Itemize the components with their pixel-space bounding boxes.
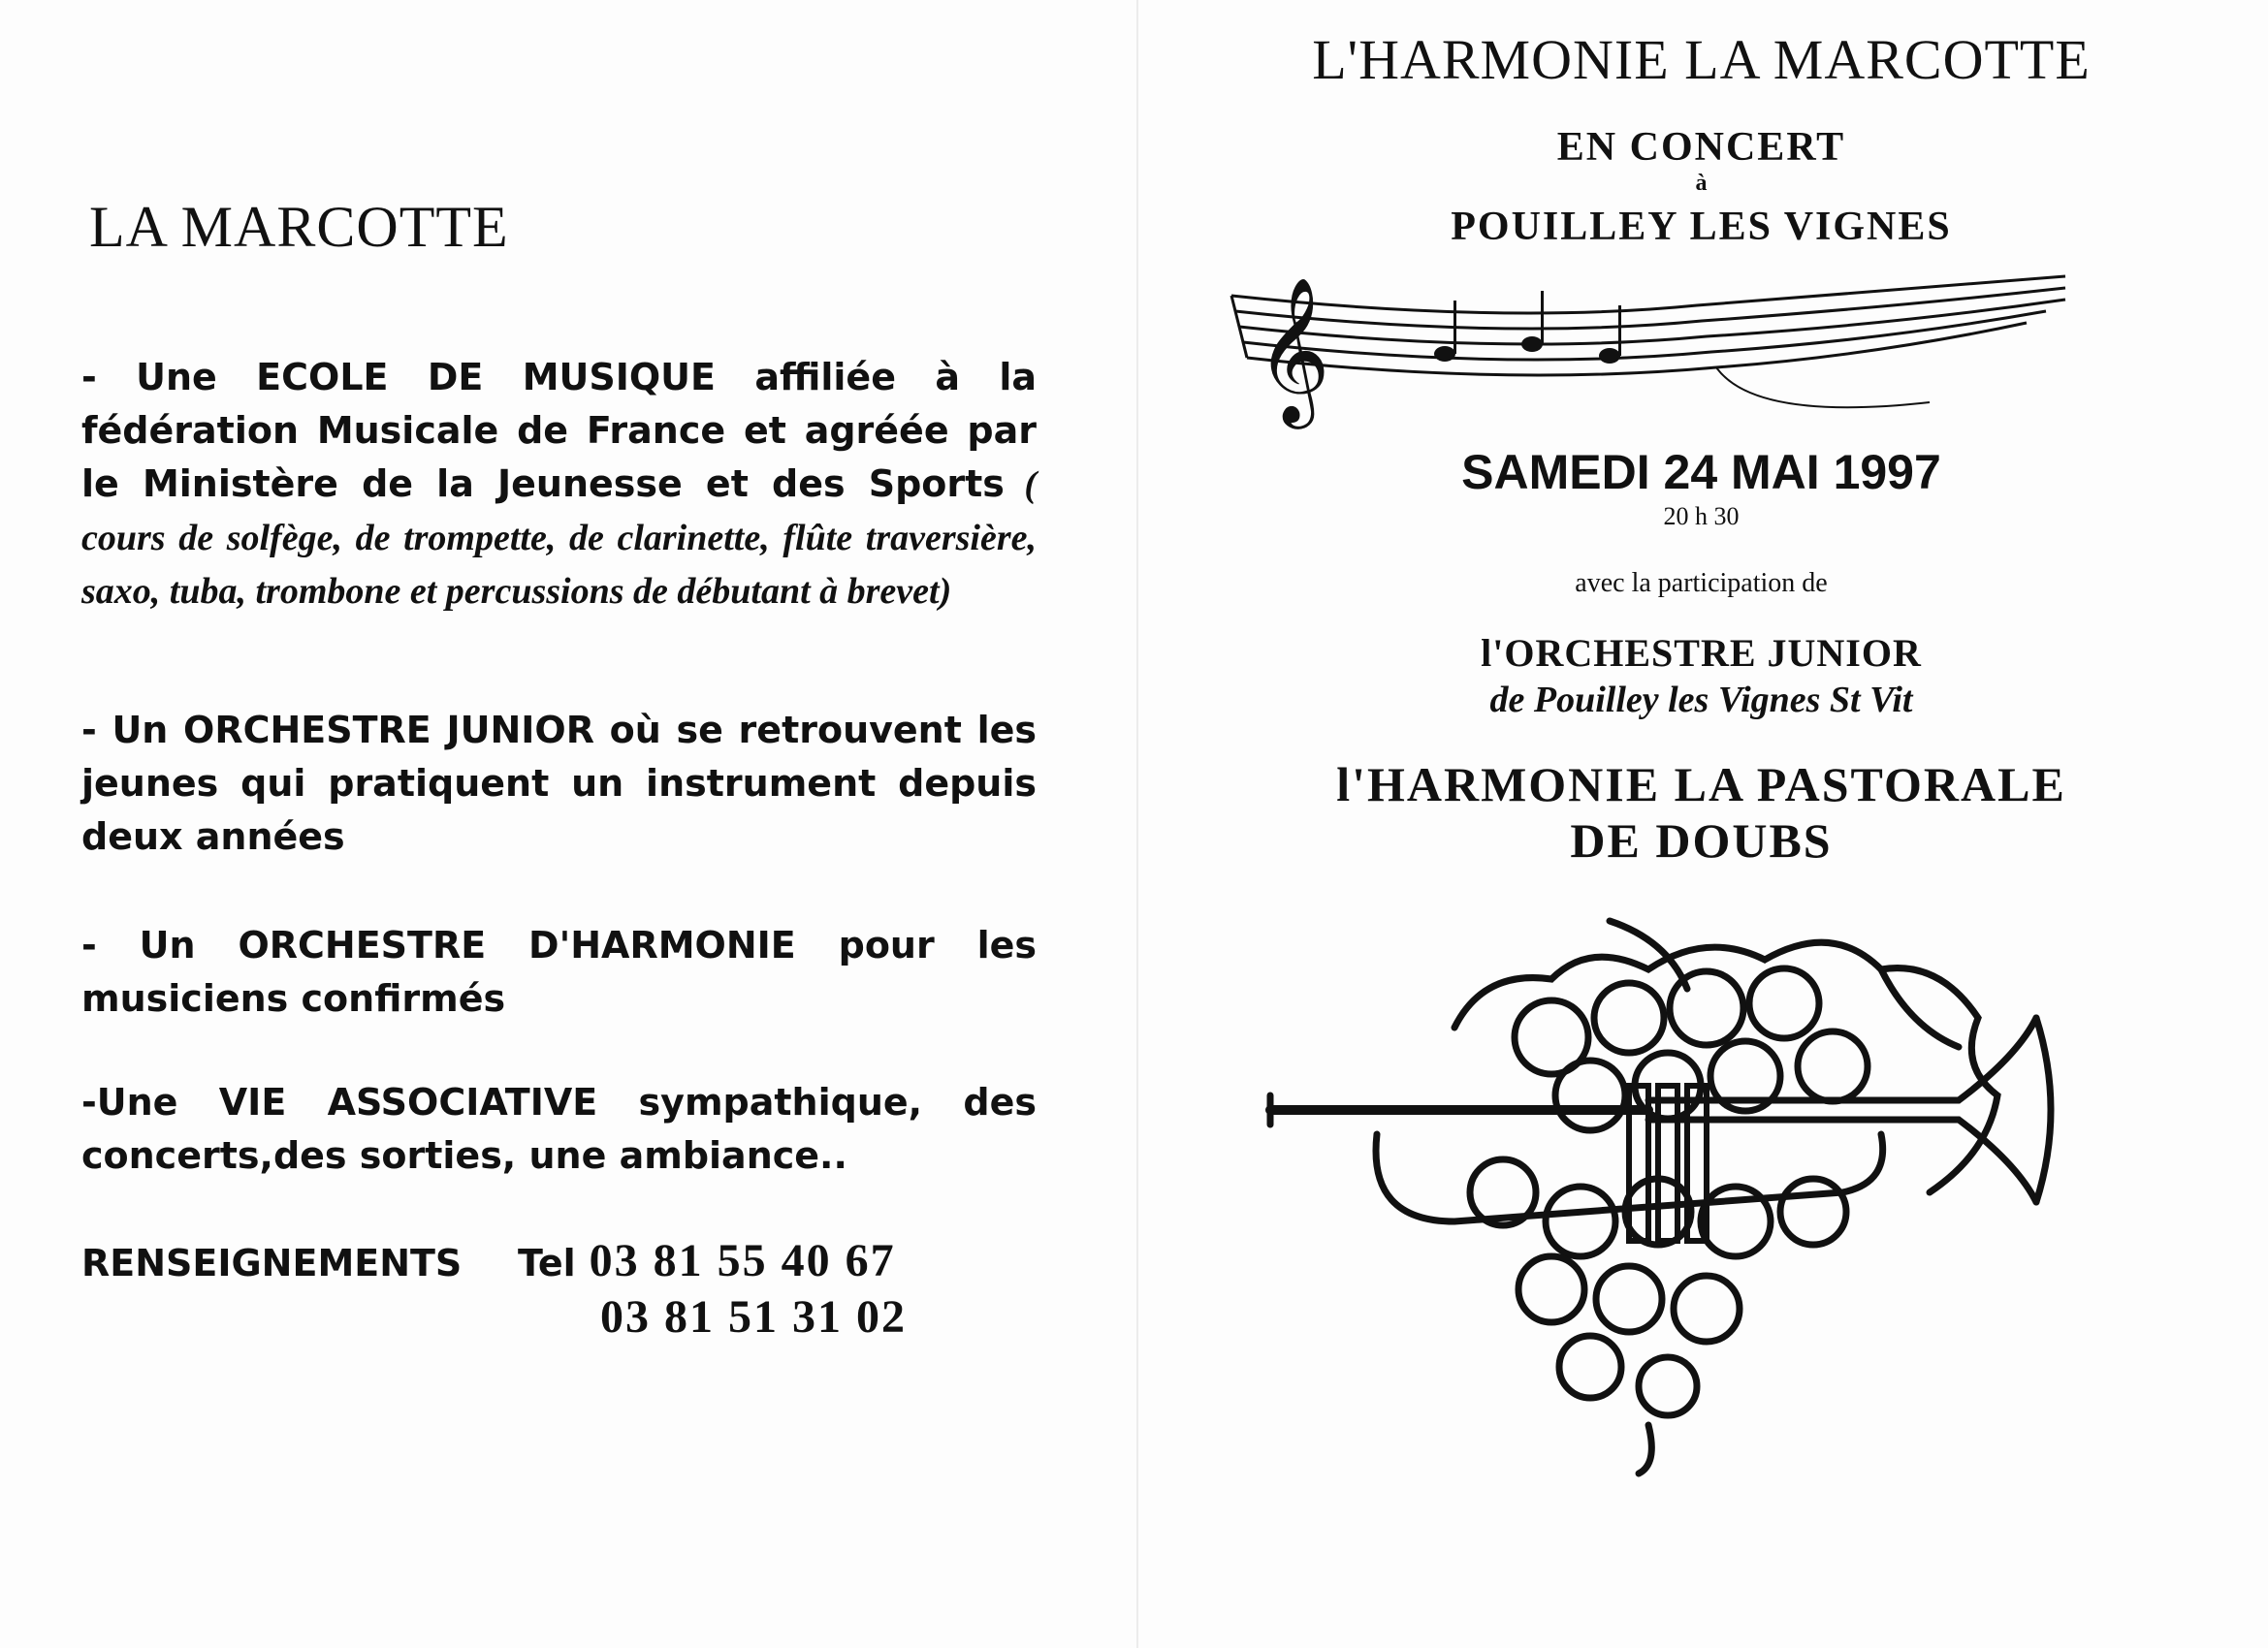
tel-label: Tel <box>518 1242 576 1284</box>
item-orchestre-junior <box>81 704 1037 864</box>
item-heading: ORCHESTRE JUNIOR <box>183 709 594 751</box>
item-text: pour les musiciens confirmés <box>81 924 1038 1020</box>
participation-text: avec la participation de <box>1575 568 1828 598</box>
guest-harmonie-line1: l'HARMONIE LA PASTORALE <box>1336 757 2066 811</box>
right-panel <box>1134 0 2268 1648</box>
guest-orchestre: l'ORCHESTRE JUNIOR <box>1481 631 1922 675</box>
item-heading: VIE ASSOCIATIVE <box>218 1081 598 1124</box>
item-prefix: - Un <box>81 924 239 967</box>
concert-title: L'HARMONIE LA MARCOTTE <box>1312 28 2091 91</box>
phone-number-1: 03 81 55 40 67 <box>589 1235 896 1286</box>
item-text: où se retrouvent les jeunes qui pratiquent un instrument depuis deux années <box>81 709 1037 858</box>
concert-heading: EN CONCERT <box>1556 125 1846 170</box>
concert-date: SAMEDI 24 MAI 1997 <box>1461 445 1941 499</box>
item-text: affiliée à la fédération Musicale de France et agréée par le Ministère de la Jeunesse et des Sports <box>81 356 1037 505</box>
item-orchestre-harmonie <box>81 919 1037 1026</box>
item-heading: ORCHESTRE D'HARMONIE <box>238 924 796 967</box>
item-prefix: - Un <box>81 709 184 751</box>
concert-a: à <box>1695 171 1708 196</box>
contact-block <box>81 1234 1051 1345</box>
contact-label: RENSEIGNEMENTS <box>81 1242 463 1284</box>
guest-orchestre-place: de Pouilley les Vignes St Vit <box>1489 680 1913 720</box>
concert-place: POUILLEY LES VIGNES <box>1451 205 1952 249</box>
item-heading: ECOLE DE MUSIQUE <box>256 356 716 398</box>
guest-harmonie <box>1134 756 2268 869</box>
trumpet-grapes-illustration <box>1261 902 2094 1483</box>
left-title: LA MARCOTTE <box>89 195 509 259</box>
item-detail: ( cours de solfège, de trompette, de clarinette, flûte traversière, saxo, tuba, trombone et percussions de débutant à brevet) <box>81 464 1038 612</box>
guest-harmonie-line2: DE DOUBS <box>1570 813 1833 868</box>
music-staff-illustration <box>1212 247 2085 441</box>
item-prefix: -Une <box>81 1081 219 1124</box>
item-vie-associative <box>81 1076 1037 1183</box>
item-text: sympathique, des concerts,des sorties, une ambiance.. <box>81 1081 1037 1177</box>
svg-text:𝄞: 𝄞 <box>1256 275 1330 423</box>
item-prefix: - Une <box>81 356 257 398</box>
item-ecole-de-musique <box>81 351 1037 618</box>
phone-number-2: 03 81 51 31 02 <box>600 1291 907 1343</box>
concert-time: 20 h 30 <box>1663 502 1740 530</box>
